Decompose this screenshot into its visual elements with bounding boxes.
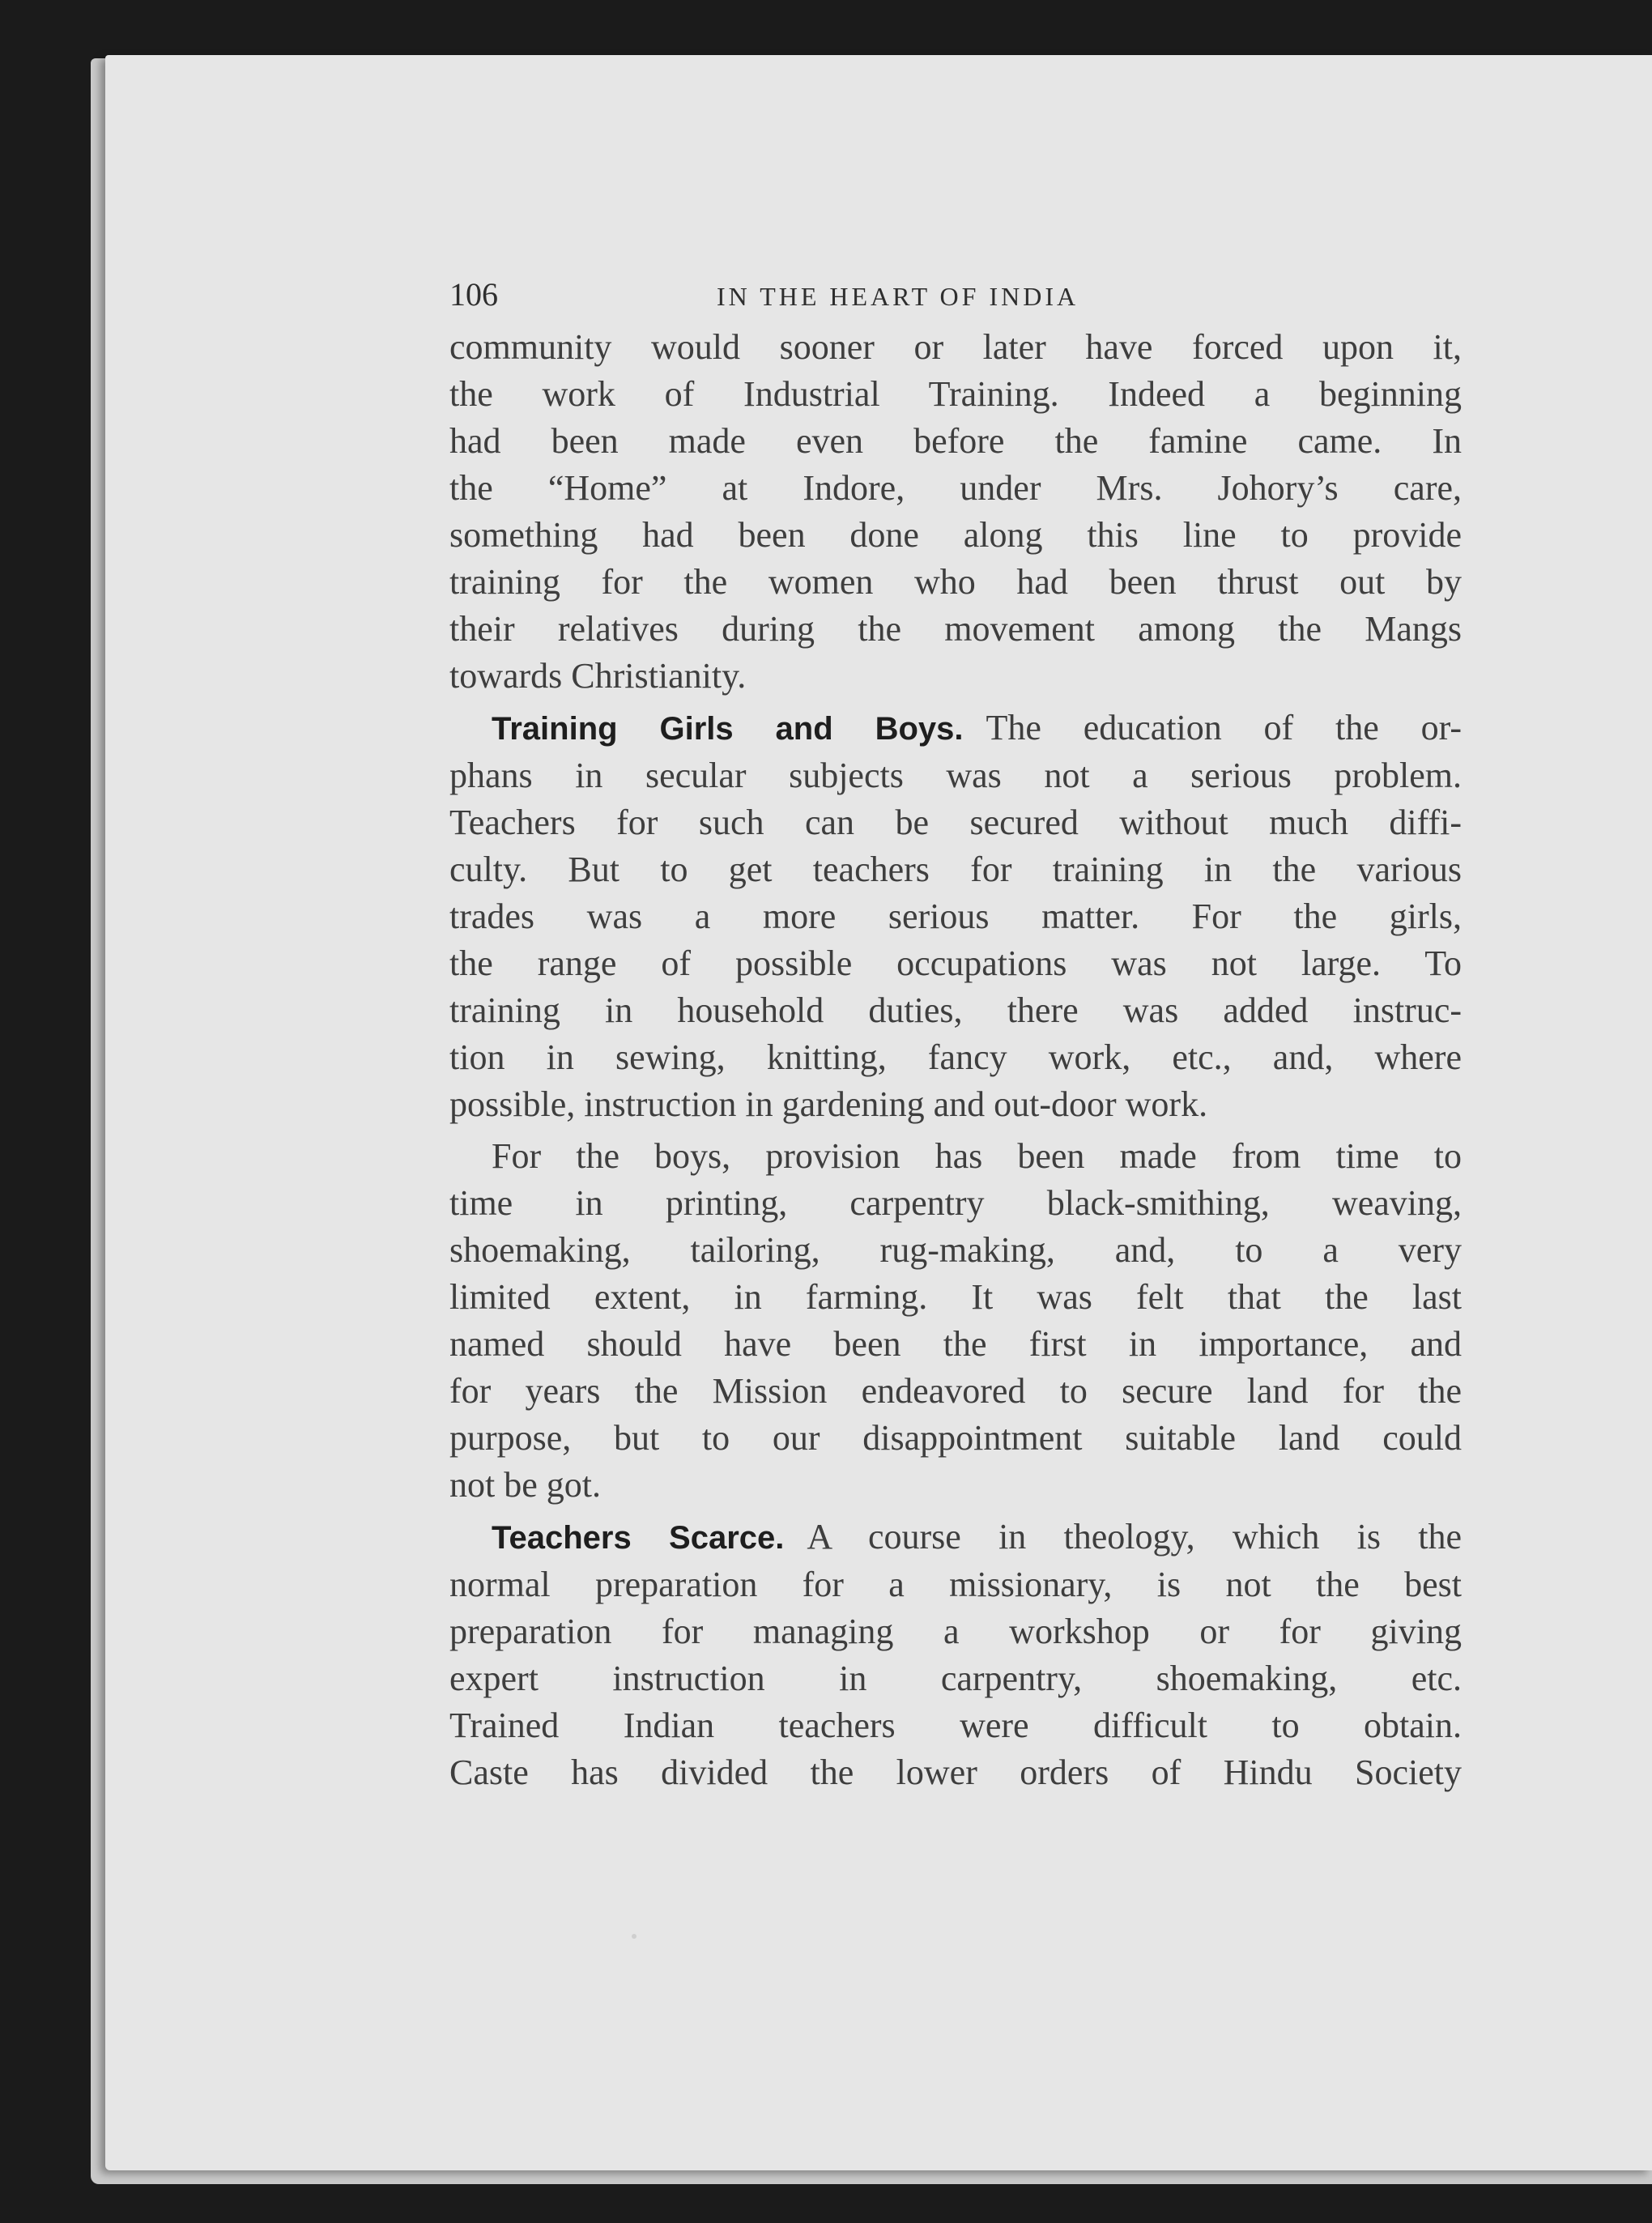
text-line: normal preparation for a missionary, is not the best xyxy=(449,1565,1462,1604)
paragraph xyxy=(449,705,1462,1128)
text-line: culty. But to get teachers for training in the various xyxy=(449,850,1462,889)
text-line: Trained Indian teachers were difficult to obtain. xyxy=(449,1706,1462,1745)
section-heading: Teachers Scarce. xyxy=(492,1520,785,1556)
dust-speck xyxy=(632,1934,637,1939)
text-line: preparation for managing a workshop or for giving xyxy=(449,1612,1462,1651)
text-line: training for the women who had been thrust out by xyxy=(449,562,1462,602)
text-line: something had been done along this line to provide xyxy=(449,515,1462,555)
text-line: not be got. xyxy=(449,1465,601,1505)
text-line: possible, instruction in gardening and out-door work. xyxy=(449,1084,1208,1124)
text-line: for years the Mission endeavored to secure land for the xyxy=(449,1371,1462,1411)
text-line: phans in secular subjects was not a serious problem. xyxy=(449,756,1462,795)
text-line: their relatives during the movement among the Mangs xyxy=(449,609,1462,649)
text-block xyxy=(449,275,1462,1796)
paragraph xyxy=(449,1133,1462,1509)
page-number: 106 xyxy=(449,276,498,313)
text-line: expert instruction in carpentry, shoemaking, etc. xyxy=(449,1659,1462,1698)
text-line xyxy=(449,705,1462,752)
text-line: purpose, but to our disappointment suitable land could xyxy=(449,1418,1462,1458)
text-line: towards Christianity. xyxy=(449,656,747,696)
text-line: time in printing, carpentry black-smithing, weaving, xyxy=(449,1183,1462,1223)
section-heading: Training Girls and Boys. xyxy=(492,711,964,747)
text-line: limited extent, in farming. It was felt that the last xyxy=(449,1277,1462,1317)
text-line: the range of possible occupations was not large. To xyxy=(449,943,1462,983)
text-line: training in household duties, there was added instruc- xyxy=(449,990,1462,1030)
text-line: For the boys, provision has been made from time to xyxy=(492,1136,1462,1176)
text-line: Teachers for such can be secured without much diffi- xyxy=(449,803,1462,842)
text-line: had been made even before the famine came. In xyxy=(449,421,1462,461)
text-run: The education of the or- xyxy=(986,708,1462,747)
text-line: tion in sewing, knitting, fancy work, etc., and, where xyxy=(449,1037,1462,1077)
text-line xyxy=(449,1514,1462,1561)
running-title: IN THE HEART OF INDIA xyxy=(717,282,1079,311)
text-run: A course in theology, which is the xyxy=(807,1517,1462,1557)
paragraph xyxy=(449,1514,1462,1796)
text-line: the “Home” at Indore, under Mrs. Johory’s care, xyxy=(449,468,1462,508)
text-line: named should have been the first in importance, and xyxy=(449,1324,1462,1364)
paragraph xyxy=(449,324,1462,700)
text-line: shoemaking, tailoring, rug-making, and, to a very xyxy=(449,1230,1462,1270)
text-line: Caste has divided the lower orders of Hindu Society xyxy=(449,1752,1462,1792)
text-line: the work of Industrial Training. Indeed a beginning xyxy=(449,374,1462,414)
text-line: trades was a more serious matter. For the girls, xyxy=(449,896,1462,936)
text-line: community would sooner or later have forced upon it, xyxy=(449,327,1462,367)
running-head xyxy=(449,275,1462,324)
